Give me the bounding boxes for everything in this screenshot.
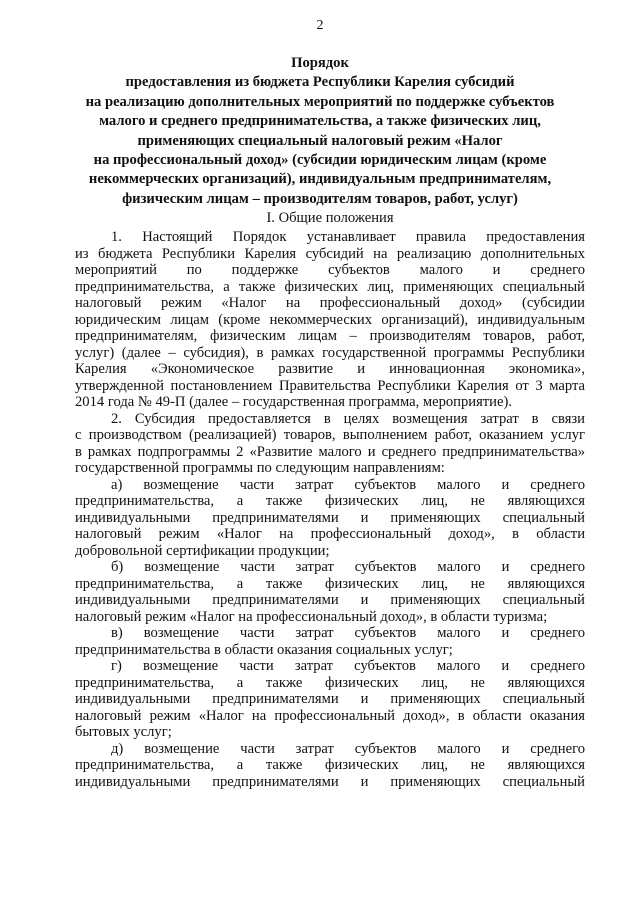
text-line: д) возмещение части затрат субъектов малого и среднего (111, 740, 585, 757)
text-line: индивидуальными предпринимателями и применяющих специальный (75, 592, 585, 608)
text-line: индивидуальными предпринимателями и применяющих специальный (75, 773, 585, 790)
document-title (60, 54, 580, 209)
text-line: предпринимателям, физическим лицам – производителям товаров, работ, (75, 328, 585, 344)
text-line: 1. Настоящий Порядок устанавливает правила предоставления (111, 229, 585, 245)
text-line: предпринимательства, а также физических лиц, не являющихся (75, 575, 585, 592)
text-line: налоговый режим «Налог на профессиональный доход», в области (75, 526, 585, 542)
title-line: на реализацию дополнительных мероприятий по поддержке субъектов (85, 93, 555, 110)
text-line: б) возмещение части затрат субъектов малого и среднего (111, 559, 585, 575)
title-line: некоммерческих организаций), индивидуальным предпринимателям, (88, 171, 552, 188)
text-line: индивидуальными предпринимателями и применяющих специальный (75, 691, 585, 707)
text-line: а) возмещение части затрат субъектов малого и среднего (111, 476, 585, 493)
text-line: бытовых услуг; (75, 724, 172, 740)
text-line: г) возмещение части затрат субъектов малого и среднего (111, 658, 585, 674)
text-line: налоговый режим «Налог на профессиональный доход», в области туризма; (75, 608, 548, 625)
text-line: предпринимательства в области оказания социальных услуг; (75, 641, 453, 658)
title-line: на профессиональный доход» (субсидии юридическим лицам (кроме (93, 152, 547, 169)
text-line: налоговый режим «Налог на профессиональный доход» (субсидии (75, 295, 585, 311)
text-line: 2014 года № 49-П (далее – государственная программа, мероприятие). (75, 394, 512, 410)
text-line: предпринимательства, а также физических лиц, применяющих специальный (75, 278, 585, 295)
title-line: Порядок (291, 55, 349, 71)
text-line: предпринимательства, а также физических лиц, не являющихся (75, 757, 585, 773)
text-line: предпринимательства, а также физических лиц, не являющихся (75, 493, 585, 509)
text-line: с производством (реализацией) товаров, выполнением работ, оказанием услуг (75, 427, 585, 443)
text-line: утвержденной постановлением Правительства Республики Карелия от 3 марта (75, 377, 585, 394)
body-text (75, 229, 585, 790)
text-line: предпринимательства, а также физических лиц, не являющихся (75, 674, 585, 691)
title-line: применяющих специальный налоговый режим «Налог (137, 132, 503, 149)
title-line: предоставления из бюджета Республики Карелия субсидий (125, 74, 515, 91)
text-line: налоговый режим «Налог на профессиональный доход», в области оказания (75, 707, 585, 724)
text-line: Карелия «Экономическое развитие и инновационная экономика», (75, 361, 585, 377)
text-line: из бюджета Республики Карелия субсидий на реализацию дополнительных (75, 245, 585, 262)
title-line: малого и среднего предпринимательства, а также физических лиц, (99, 113, 541, 130)
text-line: государственной программы по следующим направлениям: (75, 460, 445, 476)
text-line: в) возмещение части затрат субъектов малого и среднего (111, 625, 585, 641)
page-number: 2 (316, 18, 324, 33)
text-line: добровольной сертификации продукции; (75, 542, 330, 559)
text-line: 2. Субсидия предоставляется в целях возмещения затрат в связи (111, 410, 585, 427)
text-line: в рамках подпрограммы 2 «Развитие малого и среднего предпринимательства» (75, 443, 585, 460)
text-line: мероприятий по поддержке субъектов малого и среднего (75, 262, 585, 278)
text-line: юридическим лицам (кроме некоммерческих организаций), индивидуальным (75, 311, 585, 328)
title-line: физическим лицам – производителям товаров, работ, услуг) (122, 190, 518, 207)
text-line: услуг) (далее – субсидия), в рамках государственной программы Республики (75, 344, 585, 361)
section-heading: I. Общие положения (266, 210, 394, 226)
text-line: индивидуальными предпринимателями и применяющих специальный (75, 509, 585, 526)
